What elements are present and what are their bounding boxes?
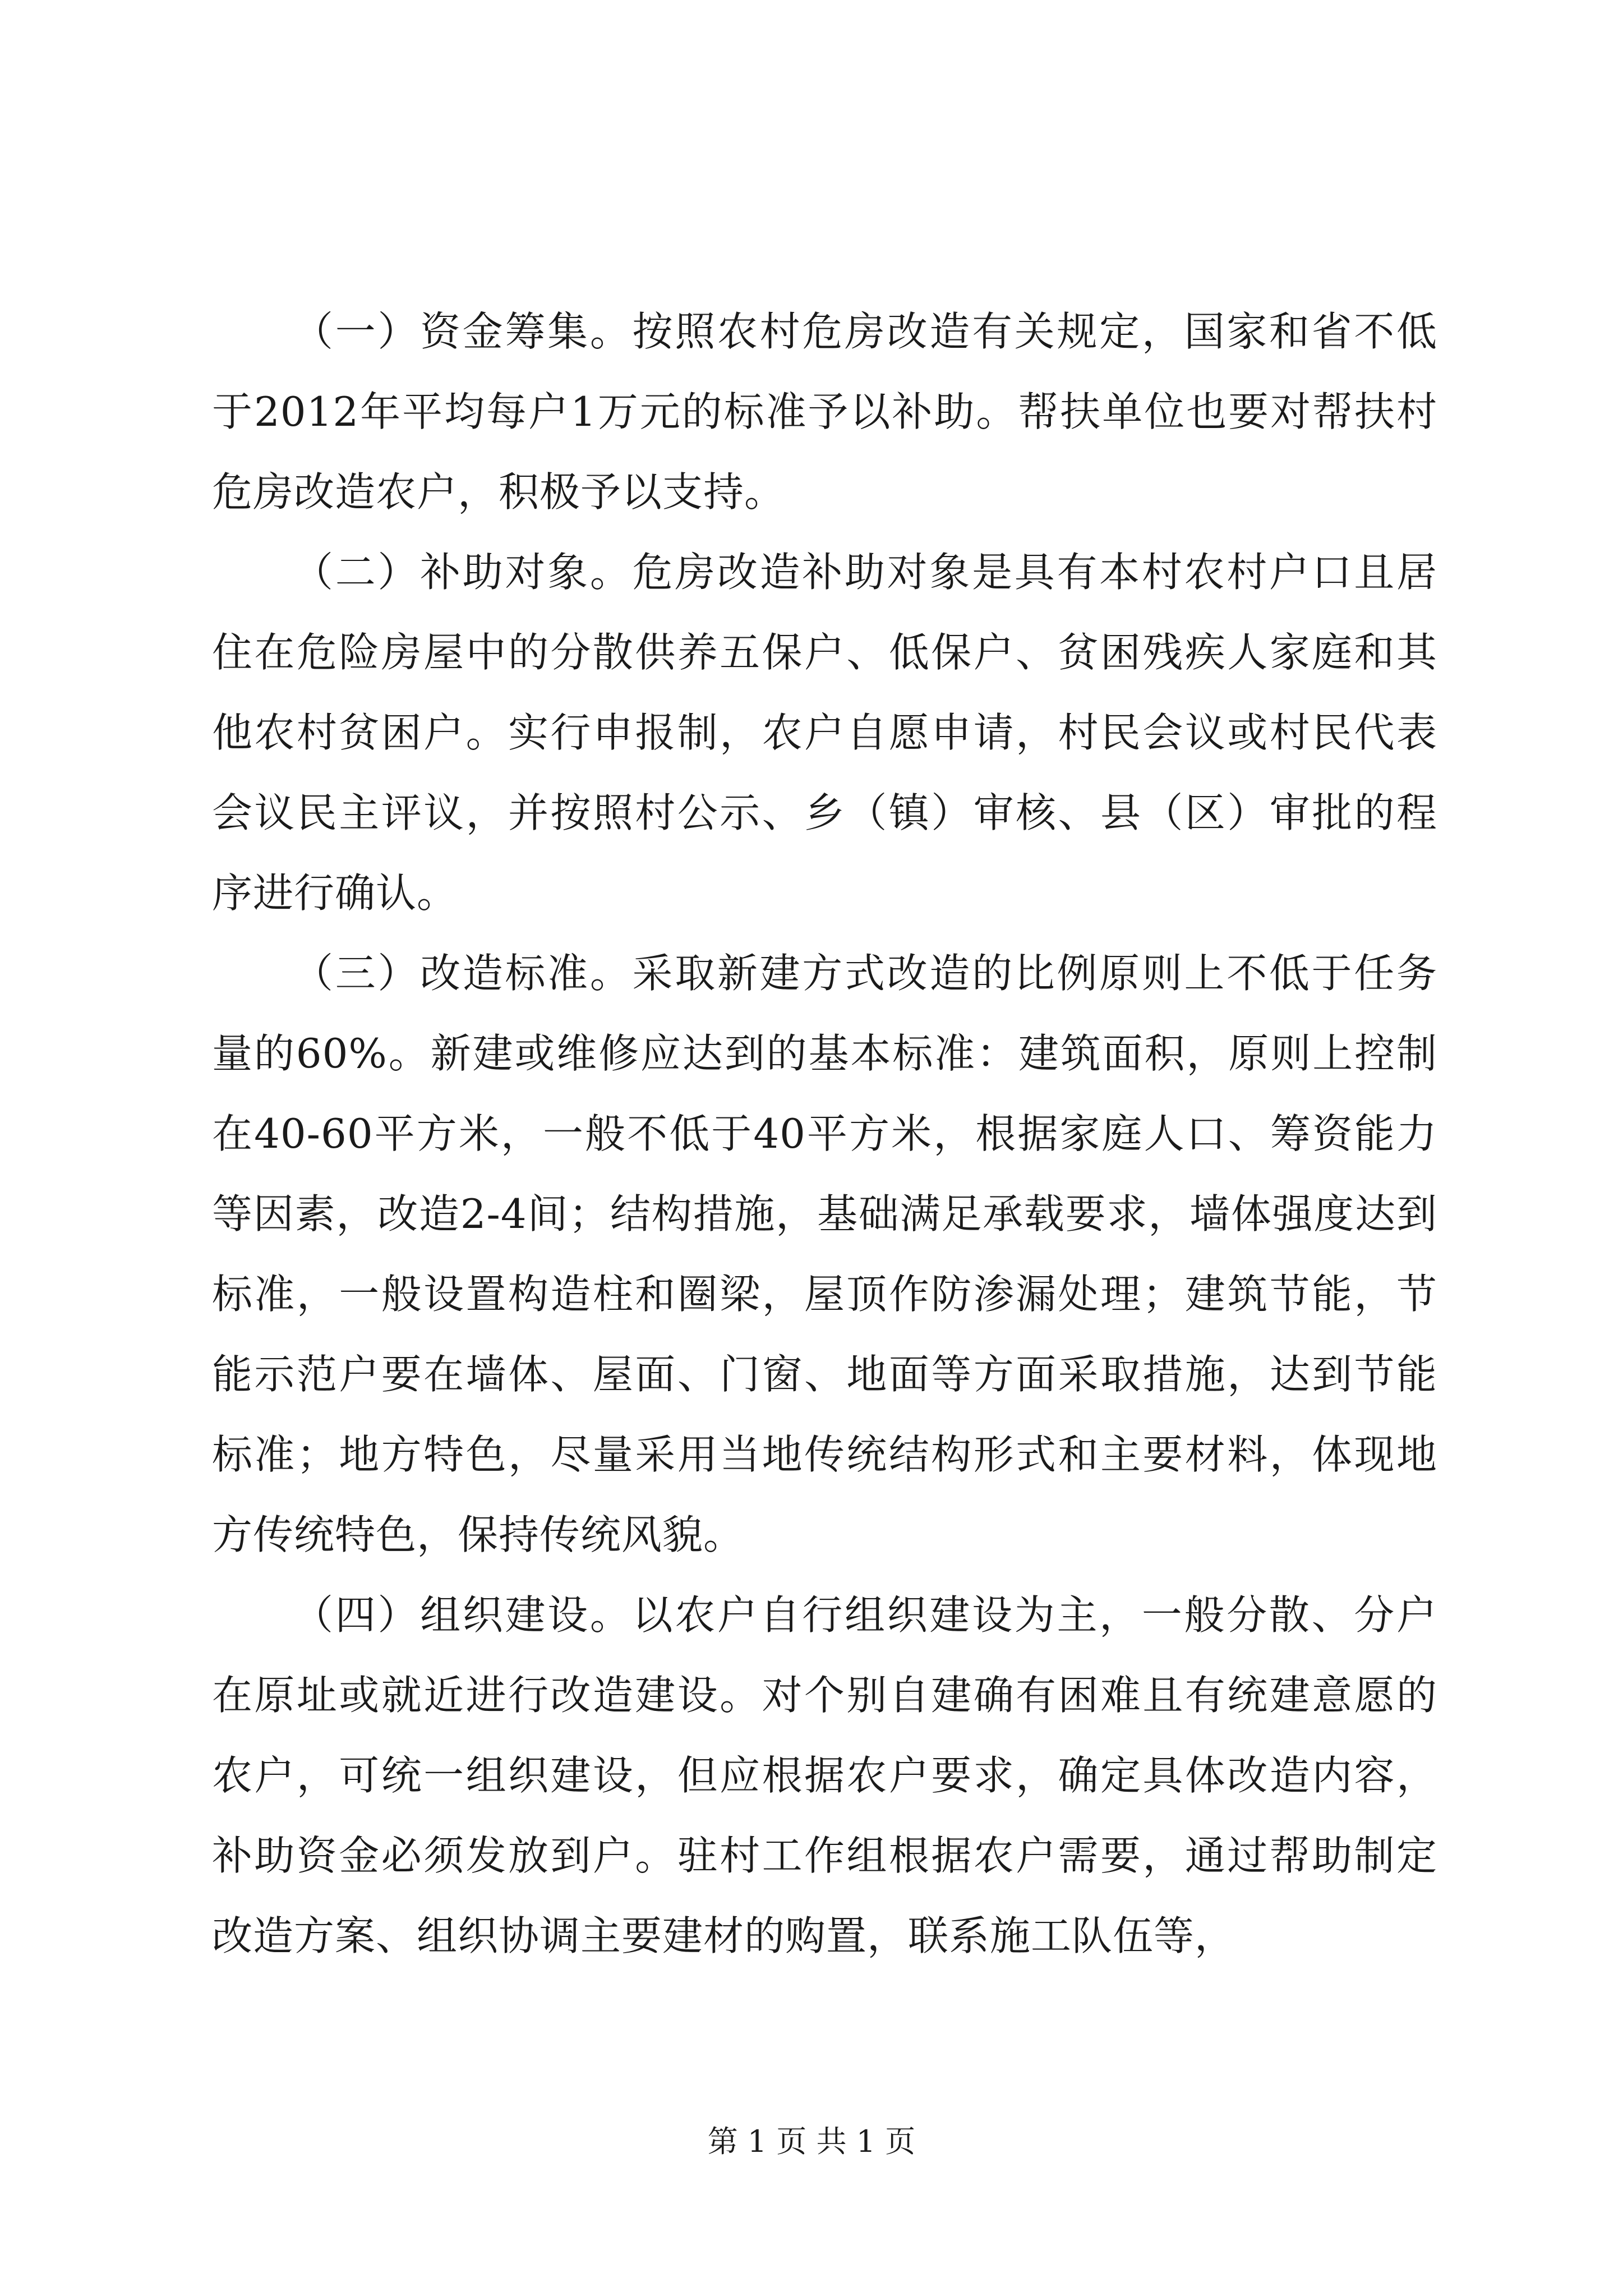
paragraph-subsidy-targets: （二）补助对象。危房改造补助对象是具有本村农村户口且居住在危险房屋中的分散供养五保户、低保户、贫困残疾人家庭和其他农村贫困户。实行申报制，农户自愿申请，村民会议或村民代表会议民主评议，并按照村公示、乡（镇）审核、县（区）审批的程序进行确认。 xyxy=(212,549,1437,917)
document-body xyxy=(212,292,1437,1976)
paragraph-organization: （四）组织建设。以农户自行组织建设为主，一般分散、分户在原址或就近进行改造建设。对个别自建确有困难且有统建意愿的农户，可统一组织建设，但应根据农户要求，确定具体改造内容，补助资金必须发放到户。驻村工作组根据农户需要，通过帮助制定改造方案、组织协调主要建材的购置，联系施工队伍等， xyxy=(212,1591,1437,1959)
page-footer: 第 1 页 共 1 页 xyxy=(707,2124,916,2159)
paragraph-renovation-standards: （三）改造标准。采取新建方式改造的比例原则上不低于任务量的60%。新建或维修应达到的基本标准：建筑面积，原则上控制在40-60平方米，一般不低于40平方米，根据家庭人口、筹资能力等因素，改造2-4间；结构措施，基础满足承载要求，墙体强度达到标准，一般设置构造柱和圈梁，屋顶作防渗漏处理；建筑节能，节能示范户要在墙体、屋面、门窗、地面等方面采取措施，达到节能标准；地方特色，尽量采用当地传统结构形式和主要材料，体现地方传统特色，保持传统风貌。 xyxy=(212,950,1437,1558)
paragraph-funding: （一）资金筹集。按照农村危房改造有关规定，国家和省不低于2012年平均每户1万元的标准予以补助。帮扶单位也要对帮扶村危房改造农户，积极予以支持。 xyxy=(212,308,1437,516)
